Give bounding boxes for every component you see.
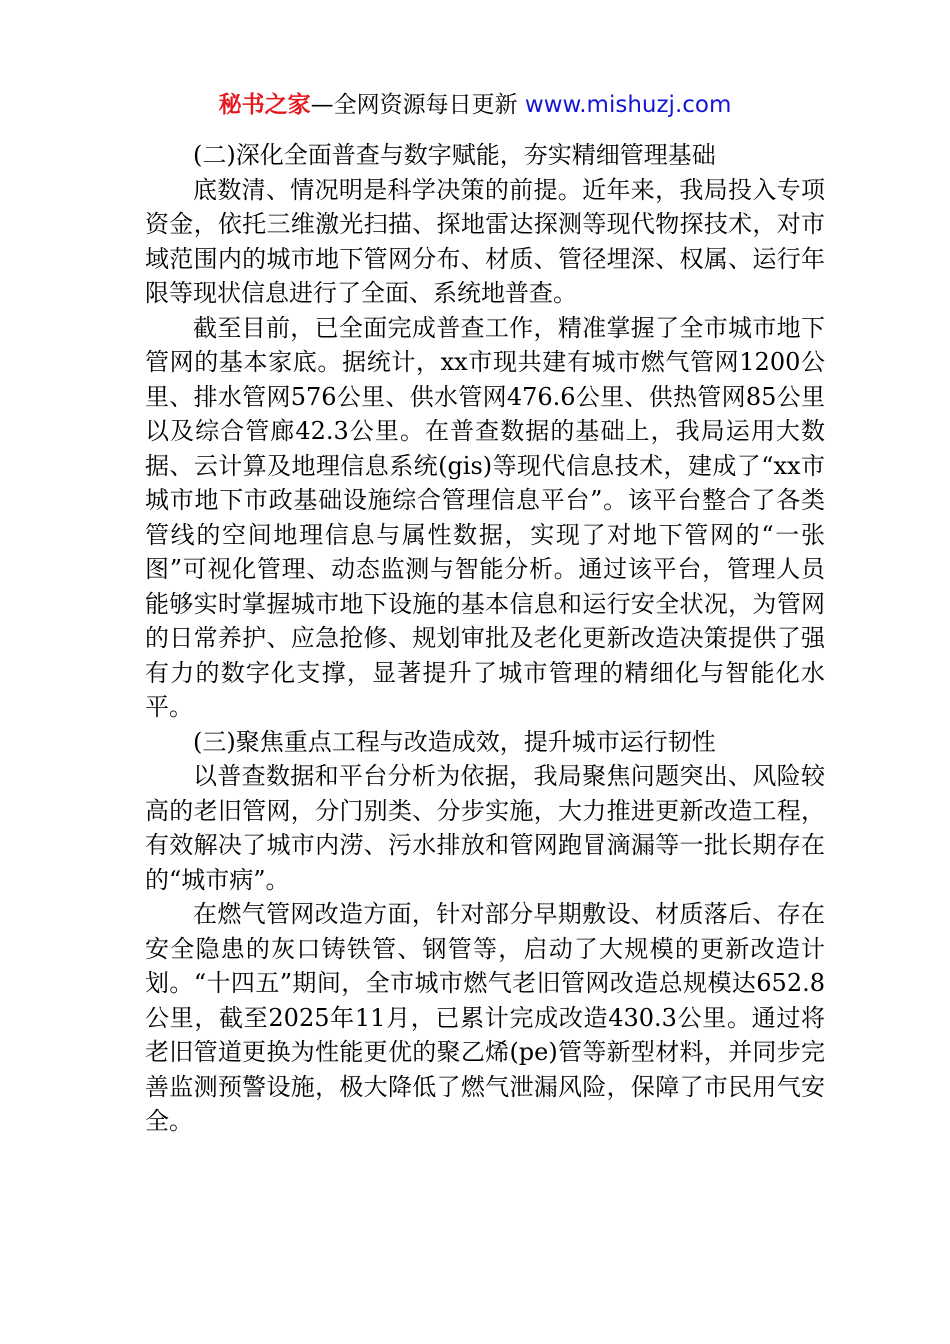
page-header: [0, 88, 950, 122]
brand-name: 秘书之家: [218, 92, 311, 118]
paragraph: 截至目前，已全面完成普查工作，精准掌握了全市城市地下管网的基本家底。据统计，xx市现共建有城市燃气管网1200公里、排水管网576公里、供水管网476.6公里、供热管网85公里以及综合管廊42.3公里。在普查数据的基础上，我局运用大数据、云计算及地理信息系统(gis)等现代信息技术，建成了“xx市城市地下市政基础设施综合管理信息平台”。该平台整合了各类管线的空间地理信息与属性数据，实现了对地下管网的“一张图”可视化管理、动态监测与智能分析。通过该平台，管理人员能够实时掌握城市地下设施的基本信息和运行安全状况，为管网的日常养护、应急抢修、规划审批及老化更新改造决策提供了强有力的数字化支撑，显著提升了城市管理的精细化与智能化水平。: [145, 313, 825, 721]
paragraph: 以普查数据和平台分析为依据，我局聚焦问题突出、风险较高的老旧管网，分门别类、分步实施，大力推进更新改造工程，有效解决了城市内涝、污水排放和管网跑冒滴漏等一批长期存在的“城市病”。: [145, 762, 825, 894]
section-heading-2: (二)深化全面普查与数字赋能，夯实精细管理基础: [193, 141, 716, 169]
section-heading-3: (三)聚焦重点工程与改造成效，提升城市运行韧性: [193, 727, 716, 756]
document-body: [145, 138, 825, 1139]
paragraph: 在燃气管网改造方面，针对部分早期敷设、材质落后、存在安全隐患的灰口铸铁管、钢管等，启动了大规模的更新改造计划。“十四五”期间，全市城市燃气老旧管网改造总规模达652.8公里，截至2025年11月，已累计完成改造430.3公里。通过将老旧管道更换为性能更优的聚乙烯(pe)管等新型材料，并同步完善监测预警设施，极大降低了燃气泄漏风险，保障了市民用气安全。: [145, 900, 825, 1135]
website-link[interactable]: www.mishuzj.com: [524, 92, 732, 118]
header-tagline: —全网资源每日更新: [310, 92, 518, 118]
paragraph: 底数清、情况明是科学决策的前提。近年来，我局投入专项资金，依托三维激光扫描、探地雷达探测等现代物探技术，对市域范围内的城市地下管网分布、材质、管径埋深、权属、运行年限等现状信息进行了全面、系统地普查。: [145, 175, 825, 307]
